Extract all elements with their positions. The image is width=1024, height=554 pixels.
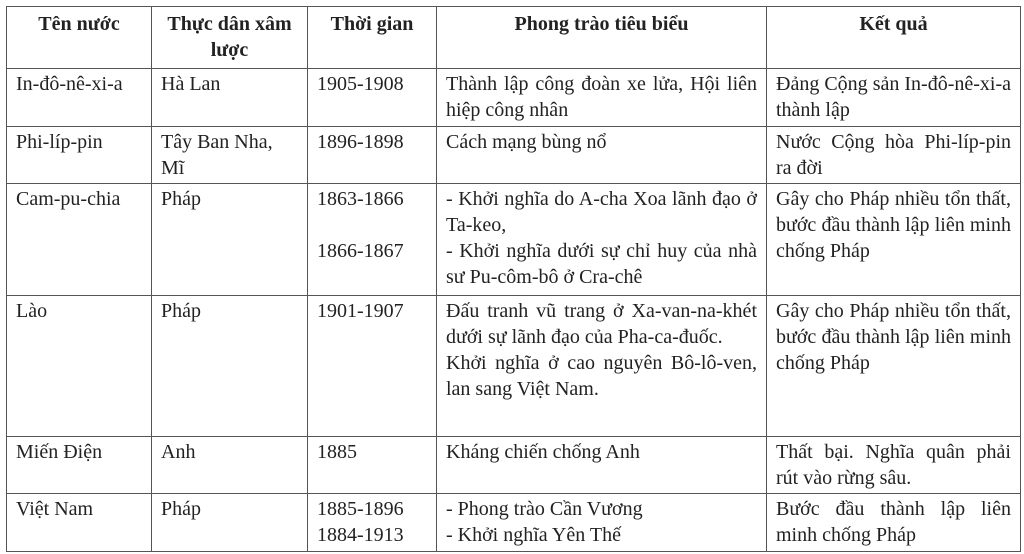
movement-text: - Khởi nghĩa dưới sự chỉ huy của nhà sư Pu-côm-bô ở Cra-chê — [446, 240, 757, 288]
cell-time — [308, 127, 437, 184]
movement-text: - Khởi nghĩa Yên Thế — [446, 524, 621, 546]
table-row — [7, 127, 1021, 184]
header-movement: Phong trào tiêu biểu — [437, 7, 767, 69]
header-colonizer: Thực dân xâm lược — [152, 7, 308, 69]
cell-result: Bước đầu thành lập liên minh chống Pháp — [767, 494, 1021, 552]
cell-result: Gây cho Pháp nhiều tổn thất, bước đầu thành lập liên minh chống Pháp — [767, 184, 1021, 296]
cell-result: Gây cho Pháp nhiều tổn thất, bước đầu thành lập liên minh chống Pháp — [767, 296, 1021, 437]
header-row — [7, 7, 1021, 69]
cell-country: Việt Nam — [7, 494, 152, 552]
table-row — [7, 494, 1021, 552]
movement-text: Kháng chiến chống Anh — [446, 441, 640, 463]
history-table — [6, 6, 1021, 552]
cell-colonizer: Pháp — [152, 296, 308, 437]
movement-text: Cách mạng bùng nổ — [446, 131, 607, 153]
table-row — [7, 296, 1021, 437]
cell-movement — [437, 494, 767, 552]
cell-colonizer: Anh — [152, 437, 308, 494]
cell-movement — [437, 437, 767, 494]
cell-time — [308, 184, 437, 296]
movement-text: Đấu tranh vũ trang ở Xa-van-na-khét dưới sự lãnh đạo của Pha-ca-đuốc. — [446, 300, 757, 348]
time-value: 1885 — [317, 441, 357, 463]
movement-text: - Phong trào Cần Vương — [446, 498, 643, 520]
cell-country: Miến Điện — [7, 437, 152, 494]
time-value: 1863-1866 — [317, 188, 404, 210]
cell-movement — [437, 296, 767, 437]
header-time: Thời gian — [308, 7, 437, 69]
cell-colonizer: Pháp — [152, 184, 308, 296]
time-value: 1884-1913 — [317, 524, 404, 546]
cell-result: Đảng Cộng sản In-đô-nê-xi-a thành lập — [767, 69, 1021, 127]
movement-text: Thành lập công đoàn xe lửa, Hội liên hiệp công nhân — [446, 73, 757, 121]
cell-country: In-đô-nê-xi-a — [7, 69, 152, 127]
movement-text: - Khởi nghĩa do A-cha Xoa lãnh đạo ở Ta-keo, — [446, 188, 757, 236]
cell-colonizer: Hà Lan — [152, 69, 308, 127]
cell-time — [308, 437, 437, 494]
header-country: Tên nước — [7, 7, 152, 69]
table-row — [7, 184, 1021, 296]
cell-country: Phi-líp-pin — [7, 127, 152, 184]
cell-result: Thất bại. Nghĩa quân phải rút vào rừng sâu. — [767, 437, 1021, 494]
time-value: 1905-1908 — [317, 73, 404, 95]
table-row — [7, 69, 1021, 127]
cell-country: Lào — [7, 296, 152, 437]
cell-time — [308, 69, 437, 127]
table-row — [7, 437, 1021, 494]
cell-colonizer: Pháp — [152, 494, 308, 552]
cell-time — [308, 494, 437, 552]
time-value: 1866-1867 — [317, 240, 404, 262]
movement-text: Khởi nghĩa ở cao nguyên Bô-lô-ven, lan sang Việt Nam. — [446, 352, 757, 400]
time-value: 1901-1907 — [317, 300, 404, 322]
time-value: 1885-1896 — [317, 498, 404, 520]
cell-time — [308, 296, 437, 437]
time-value: 1896-1898 — [317, 131, 404, 153]
header-result: Kết quả — [767, 7, 1021, 69]
cell-country: Cam-pu-chia — [7, 184, 152, 296]
cell-result: Nước Cộng hòa Phi-líp-pin ra đời — [767, 127, 1021, 184]
cell-movement — [437, 69, 767, 127]
cell-movement — [437, 184, 767, 296]
cell-colonizer: Tây Ban Nha, Mĩ — [152, 127, 308, 184]
cell-movement — [437, 127, 767, 184]
